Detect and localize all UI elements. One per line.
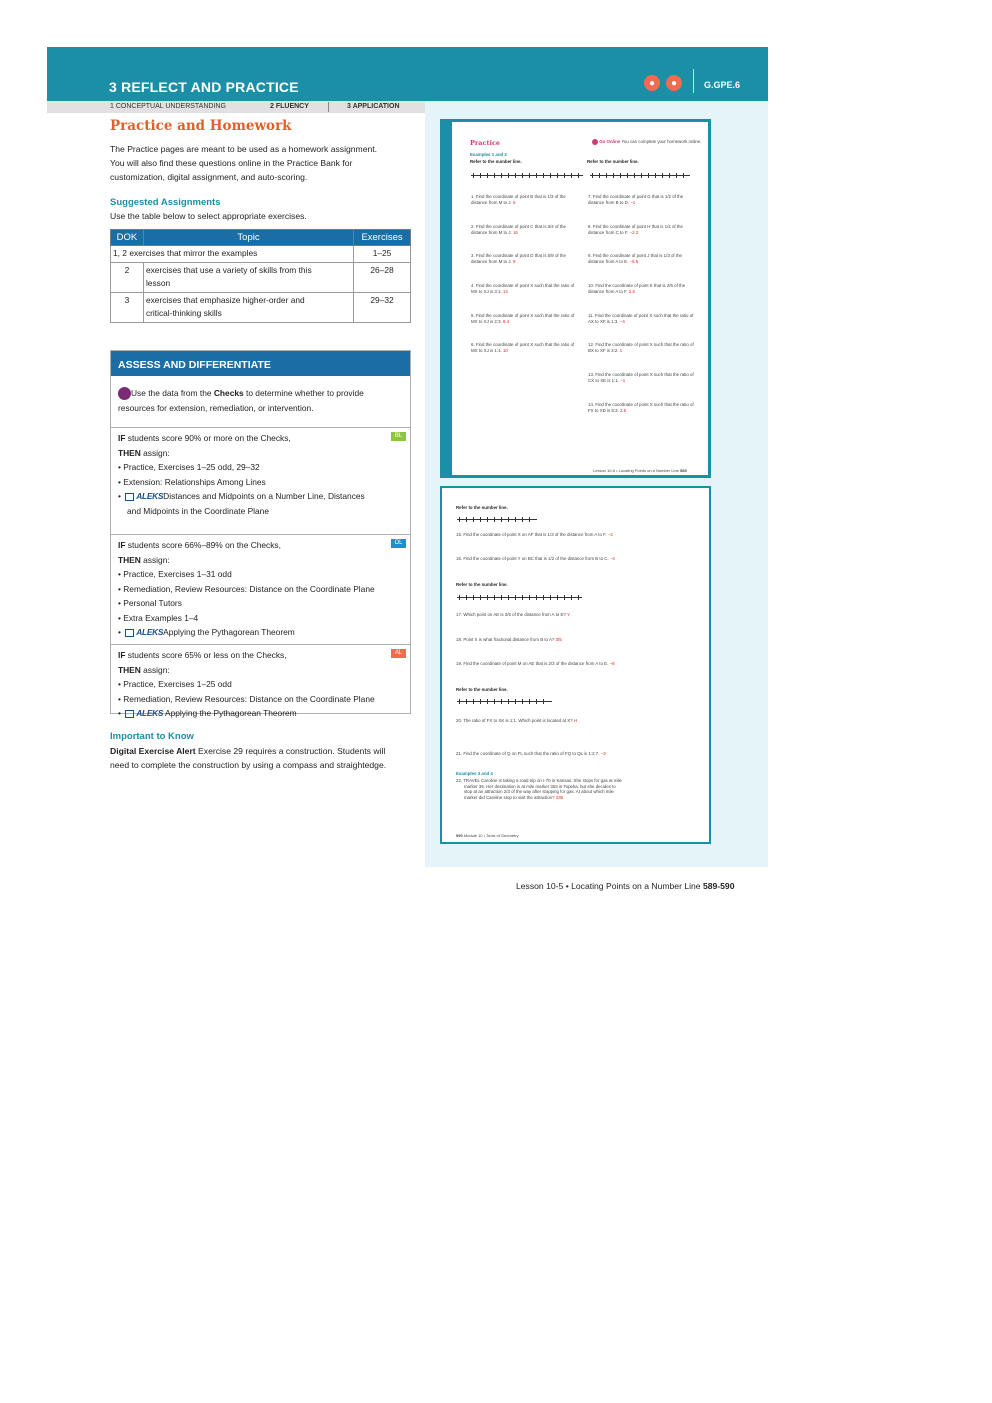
rigor-tabs	[47, 101, 425, 113]
exercise-item: 14. Find the coordinate of point X such that the ratio of FX to XD is 5:3. 2.5	[588, 402, 694, 413]
exercise-item: 20. The ratio of FX to XK is 1:1. Which point is located at X? H	[456, 718, 577, 723]
suggested-heading: Suggested Assignments	[110, 197, 221, 208]
table-header-row	[111, 230, 411, 246]
header-icons	[644, 75, 682, 91]
page-footer: 590 Module 10 • Tools of Geometry	[456, 833, 519, 838]
exercise-item: 3. Find the coordinate of point D that is 5/8 of the distance from M to J. 9	[471, 253, 566, 264]
dok-header: DOK	[111, 230, 144, 246]
list-item[interactable]: • ALEKS Applying the Pythagorean Theorem	[118, 708, 297, 718]
exercise-item: 4. Find the coordinate of point X such that the ratio of MX to XJ is 3:1. 14	[471, 283, 575, 294]
number-line-right-ticks	[592, 173, 688, 178]
examples-label: Examples 1 and 2	[470, 152, 507, 157]
list-item[interactable]: • ALEKSApplying the Pythagorean Theorem	[118, 627, 295, 637]
table-cell: exercises that use a variety of skills from this lesson	[143, 262, 353, 292]
bl-badge: BL	[391, 432, 406, 441]
list-item[interactable]: • ALEKSDistances and Midpoints on a Number Line, Distances	[118, 491, 365, 501]
assess-ol-group: OL IF students score 66%–89% on the Checks, THEN assign: • Practice, Exercises 1–31 odd • Remediation, Review Resources: Distance on the Coordinate Plane • Personal Tutors • Extra Examples 1–4 • ALEKSApplying the Pythagorean Theorem	[111, 534, 410, 644]
exercise-item: 1. Find the coordinate of point B that is 1/3 of the distance from M to J. 6	[471, 194, 566, 205]
practice-line: You will also find these questions online in the Practice Bank for	[110, 158, 353, 168]
table-cell: 26–28	[354, 262, 411, 292]
examples-label: Examples 3 and 4	[456, 771, 493, 776]
page-footer: Lesson 10-5 • Locating Points on a Number Line 589	[593, 468, 687, 473]
al-badge: AL	[391, 649, 406, 658]
assess-intro: Use the data from the Checks to determine whether to provide resources for extension, remediation, or intervention.	[118, 388, 364, 413]
exercise-item: 18. Point X is what fractional distance from B to A? 3/5	[456, 637, 562, 642]
student-page-590	[440, 486, 711, 844]
exercise-item: 17. Which point on AE is 3/5 of the distance from A to E? Y	[456, 612, 570, 617]
number-line-left-ticks	[473, 173, 581, 178]
dok-table	[110, 229, 411, 323]
exercise-item: 11. Find the coordinate of point X such that the ratio of AX to XF is 1:3. −4	[588, 313, 694, 324]
important-section	[110, 731, 415, 772]
table-row	[111, 262, 411, 292]
list-item: • Extension: Relationships Among Lines	[118, 476, 266, 487]
list-item: • Remediation, Review Resources: Distance on the Coordinate Plane	[118, 693, 375, 704]
exercise-item: 2. Find the coordinate of point C that is 3/4 of the distance from M to J. 16	[471, 224, 566, 235]
aleks-icon	[125, 629, 134, 637]
exercise-item: 7. Find the coordinate of point G that is 1/2 of the distance from B to D. −1	[588, 194, 684, 205]
student-icon[interactable]: ●	[644, 75, 660, 91]
important-text: Digital Exercise Alert Exercise 29 requires a construction. Students will need to complete the construction by using a compass and straightedge.	[110, 746, 387, 770]
practice-paragraph	[110, 142, 410, 184]
group-icon[interactable]: ●	[666, 75, 682, 91]
exercise-item: 12. Find the coordinate of point X such that the ratio of BX to XF is 3:2. 1	[588, 342, 694, 353]
exercise-item: 10. Find the coordinate of point K that is 2/5 of the distance from A to F. 2.6	[588, 283, 686, 294]
exercise-item: 22. TRAVEL Caroline is taking a road trip on I-70 in Kansas. She stops for gas at mile marker 36. Her destination is at mile marker 353 in Topeka, but she decides to stop at an attraction 2/3 of the way after stopping for gas. At about which mile marker did Caroline stop to visit the attraction? 236	[456, 778, 622, 800]
refer-right: Refer to the number line.	[587, 159, 639, 164]
number-line-ticks	[459, 699, 550, 704]
go-online-icon	[592, 139, 598, 145]
left-column	[110, 118, 410, 323]
standard-code: G.GPE.6	[704, 80, 741, 90]
refer-label: Refer to the number line.	[456, 687, 508, 692]
assess-bl-group: BL IF students score 90% or more on the Checks, THEN assign: • Practice, Exercises 1–25 odd, 29–32 • Extension: Relationships Among Lines • ALEKSDistances and Midpoints on a Number Line, Distances and Midpoints in the Coordinate Plane	[111, 427, 410, 534]
exercise-item: 13. Find the coordinate of point X such that the ratio of CX to XE is 1:1. −1	[588, 372, 694, 383]
list-item: • Personal Tutors	[118, 598, 182, 608]
table-cell: 1, 2 exercises that mirror the examples	[111, 246, 354, 263]
table-cell: 3	[111, 292, 144, 322]
exercise-item: 21. Find the coordinate of Q on FL such that the ratio of FQ to QL is 1:2.7. −3	[456, 751, 606, 756]
list-item: • Practice, Exercises 1–31 odd	[118, 569, 232, 579]
assess-heading: ASSESS AND DIFFERENTIATE	[111, 351, 410, 376]
refer-left: Refer to the number line.	[470, 159, 522, 164]
checks-icon	[118, 387, 131, 400]
assess-al-group: AL IF students score 65% or less on the Checks, THEN assign: • Practice, Exercises 1–25 odd • Remediation, Review Resources: Distance on the Coordinate Plane • ALEKS Applying the Pythagorean Theorem	[111, 644, 410, 722]
exercise-item: 5. Find the coordinate of point X such that the ratio of MX to XJ is 2:3. 8.4	[471, 313, 575, 324]
refer-label: Refer to the number line.	[456, 582, 508, 587]
table-row	[111, 246, 411, 263]
tab-conceptual[interactable]: 1 CONCEPTUAL UNDERSTANDING	[110, 103, 226, 110]
header-divider	[693, 69, 694, 93]
go-online-note[interactable]: Go Online You can complete your homework online.	[592, 139, 702, 145]
list-item: • Practice, Exercises 1–25 odd, 29–32	[118, 462, 260, 472]
list-item: • Practice, Exercises 1–25 odd	[118, 679, 232, 689]
tab-fluency[interactable]: 2 FLUENCY	[270, 103, 309, 110]
topic-header: Topic	[143, 230, 353, 246]
number-line-ticks	[459, 517, 535, 522]
section-title: 3 REFLECT AND PRACTICE	[109, 79, 299, 95]
refer-label: Refer to the number line.	[456, 505, 508, 510]
tab-application[interactable]: 3 APPLICATION	[347, 103, 400, 110]
aleks-icon	[125, 493, 134, 501]
exercise-item: 15. Find the coordinate of point X on AF that is 1/3 of the distance from A to F. −2	[456, 532, 613, 537]
exercise-item: 16. Find the coordinate of point Y on BC that is 1/2 of the distance from B to C. −4	[456, 556, 615, 561]
suggested-intro: Use the table below to select appropriate exercises.	[110, 211, 307, 221]
aleks-icon	[125, 710, 134, 718]
page-edge-bar	[443, 122, 452, 475]
list-item: • Remediation, Review Resources: Distance on the Coordinate Plane	[118, 583, 375, 594]
table-cell: 1–25	[354, 246, 411, 263]
practice-line: The Practice pages are meant to be used as a homework assignment.	[110, 144, 378, 154]
page-footer-label: Lesson 10-5 • Locating Points on a Number Line 589-590	[516, 881, 735, 891]
practice-line: customization, digital assignment, and auto-scoring.	[110, 172, 308, 182]
assess-differentiate-box	[110, 350, 411, 718]
table-row	[111, 292, 411, 322]
practice-heading: Practice and Homework	[110, 118, 292, 134]
tab-divider	[328, 102, 329, 112]
exercise-item: 9. Find the coordinate of point J that is 1/3 of the distance from A to E. −5.5	[588, 253, 682, 264]
number-line-ticks	[459, 595, 580, 600]
table-cell: exercises that emphasize higher-order and critical-thinking skills	[143, 292, 353, 322]
student-page-589	[440, 119, 711, 478]
list-item: • Extra Examples 1–4	[118, 612, 199, 623]
section-header	[47, 47, 768, 101]
exercise-item: 8. Find the coordinate of point H that is 1/4 of the distance from C to F. −2.2	[588, 224, 683, 235]
table-cell: 29–32	[354, 292, 411, 322]
exercise-item: 19. Find the coordinate of point M on AE that is 2/3 of the distance from A to E. −8	[456, 661, 615, 666]
page-title: Practice	[470, 139, 501, 147]
exercises-header: Exercises	[354, 230, 411, 246]
important-heading: Important to Know	[110, 731, 194, 742]
exercise-item: 6. Find the coordinate of point X such that the ratio of MX to XJ is 1:1. 10	[471, 342, 575, 353]
ol-badge: OL	[391, 539, 406, 548]
table-cell: 2	[111, 262, 144, 292]
